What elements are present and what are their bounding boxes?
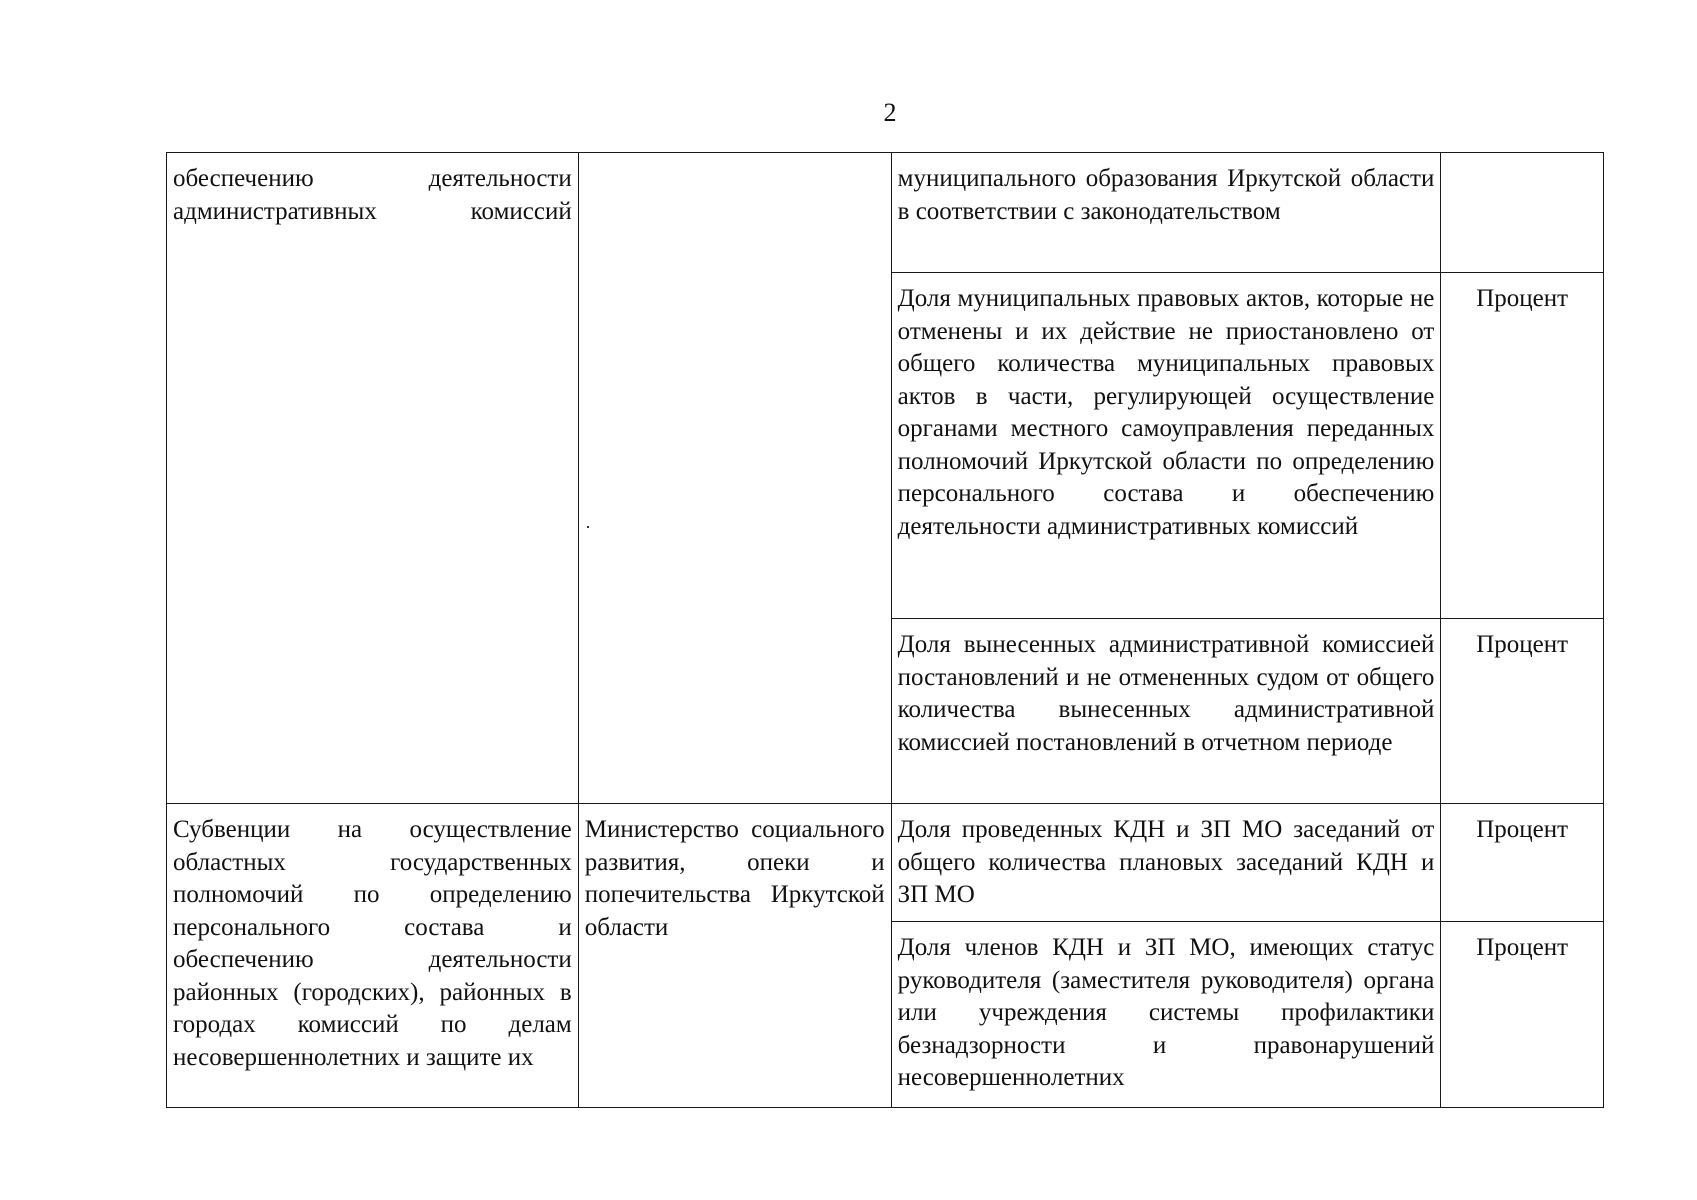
page-number: 2 bbox=[883, 98, 897, 127]
unit-cell bbox=[1441, 153, 1604, 273]
indicator-cell: Доля проведенных КДН и ЗП МО заседаний от общего количества плановых заседаний КДН и ЗП МО bbox=[891, 804, 1441, 922]
indicator-cell: Доля членов КДН и ЗП МО, имеющих статус руководителя (заместителя руководителя) органа или учреждения системы профилактики безнадзорности и правонарушений несовершеннолетних bbox=[891, 922, 1441, 1108]
table-row bbox=[167, 153, 1604, 273]
indicators-table bbox=[166, 152, 1604, 1108]
indicator-cell: муниципального образования Иркутской области в соответствии с законодательством bbox=[891, 153, 1441, 273]
table-row bbox=[167, 804, 1604, 922]
scan-speck bbox=[587, 526, 589, 528]
unit-cell: Процент bbox=[1441, 804, 1604, 922]
subsidy-name-cell: Субвенции на осуществление областных государственных полномочий по определению персонального состава и обеспечению деятельности районных (городских), районных в городах комиссий по делам несовершеннолетних и защите их bbox=[167, 804, 579, 1108]
indicator-cell: Доля вынесенных административной комиссией постановлений и не отмененных судом от общего количества вынесенных административной комиссией постановлений в отчетном периоде bbox=[891, 619, 1441, 804]
organization-cell bbox=[578, 153, 891, 804]
subsidy-name-cell bbox=[167, 153, 579, 804]
organization-cell: Министерство социального развития, опеки и попечительства Иркутской области bbox=[578, 804, 891, 1108]
indicator-cell: Доля муниципальных правовых актов, которые не отменены и их действие не приостановлено от общего количества муниципальных правовых актов в части, регулирующей осуществление органами местного самоуправления переданных полномочий Иркутской области по определению персонального состава и обеспечению деятельности административных комиссий bbox=[891, 273, 1441, 619]
unit-cell: Процент bbox=[1441, 922, 1604, 1108]
subsidy-name-text: обеспечению деятельности административных комиссий bbox=[173, 165, 572, 225]
unit-cell: Процент bbox=[1441, 273, 1604, 619]
unit-cell: Процент bbox=[1441, 619, 1604, 804]
